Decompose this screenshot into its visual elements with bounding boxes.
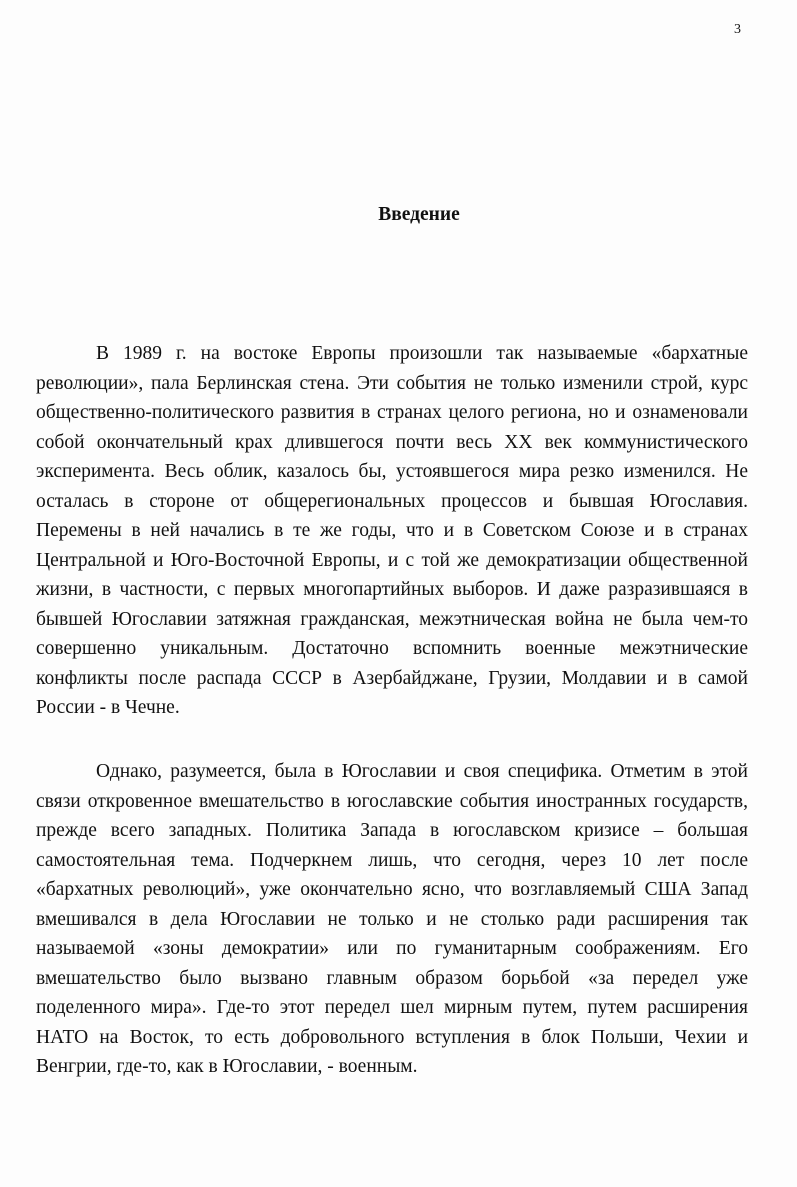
paragraph-1: В 1989 г. на востоке Европы произошли так называемые «бархатные революции», пала Берлинская стена. Эти события не только изменили строй, курс общественно-политического развития в странах целого региона, но и ознаменовали собой окончательный крах длившегося почти весь XX век коммунистического эксперимента. Весь облик, казалось бы, устоявшегося мира резко изменился. Не осталась в стороне от общерегиональных процессов и бывшая Югославия. Перемены в ней начались в те же годы, что и в Советском Союзе и в странах Центральной и Юго-Восточной Европы, и с той же демократизации общественной жизни, в частности, с первых многопартийных выборов. И даже разразившаяся в бывшей Югославии затяжная гражданская, межэтническая война не была чем-то совершенно уникальным. Достаточно вспомнить военные межэтнические конфликты после распада СССР в Азербайджане, Грузии, Молдавии и в самой России - в Чечне. xyxy=(36,343,748,718)
paragraph-2: Однако, разумеется, была в Югославии и своя специфика. Отметим в этой связи откровенное вмешательство в югославские события иностранных государств, прежде всего западных. Политика Запада в югославском кризисе – большая самостоятельная тема. Подчеркнем лишь, что сегодня, через 10 лет после «бархатных революций», уже окончательно ясно, что возглавляемый США Запад вмешивался в дела Югославии не только и не столько ради расширения так называемой «зоны демократии» или по гуманитарным соображениям. Его вмешательство было вызвано главным образом борьбой «за передел уже поделенного мира». Где-то этот передел шел мирным путем, путем расширения НАТО на Восток, то есть добровольного вступления в блок Польши, Чехии и Венгрии, где-то, как в Югославии, - военным. xyxy=(36,761,748,1077)
section-title: Введение xyxy=(378,204,460,225)
page-number: 3 xyxy=(734,22,741,37)
